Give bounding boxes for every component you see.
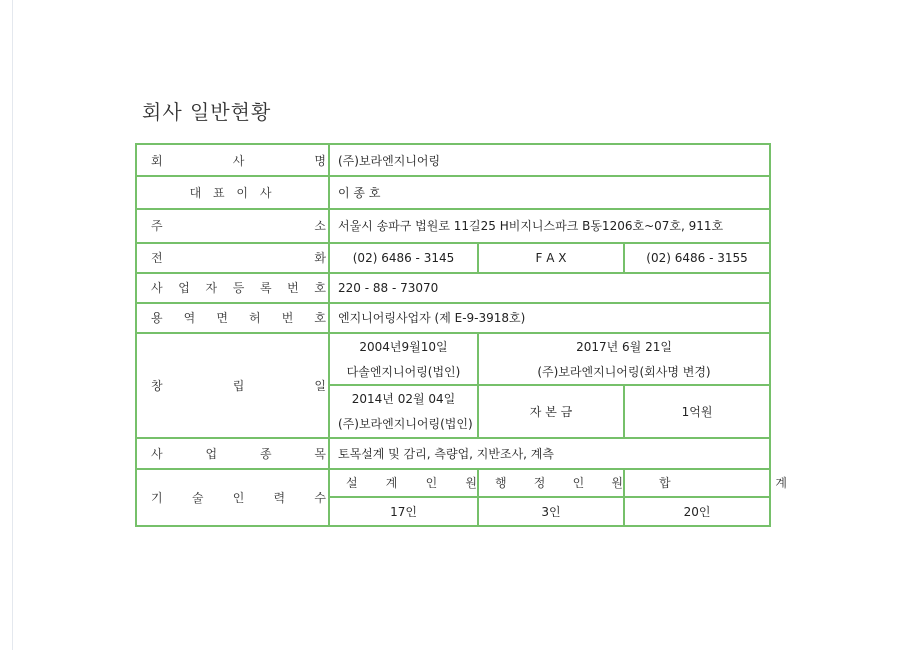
label-char: 사 [232, 153, 245, 168]
header-admin-staff [478, 469, 624, 497]
label-char: 호 [314, 281, 326, 296]
label-char: 계 [775, 476, 788, 491]
page-edge-line [12, 0, 13, 650]
header-total-staff [624, 469, 788, 497]
label-char: 창 [151, 378, 163, 393]
label-char: 행 [495, 476, 507, 491]
label-capital: 자 본 금 [478, 385, 624, 437]
label-char: 정 [533, 476, 546, 491]
label-char: 일 [314, 378, 326, 393]
label-business-reg [136, 273, 329, 303]
row-ceo [136, 176, 770, 209]
value-business-reg: 220 - 88 - 73070 [329, 273, 770, 303]
label-char: 인 [232, 490, 245, 505]
row-staff-header [136, 469, 770, 497]
value-company-name: (주)보라엔지니어링 [329, 144, 770, 176]
label-char: 회 [151, 153, 163, 168]
label-char: 사 [151, 281, 163, 296]
value-ceo: 이 종 호 [329, 176, 770, 209]
label-char: 수 [314, 490, 326, 505]
label-char: 인 [425, 476, 438, 491]
founding-corp-name: (주)보라엔지니어링(법인) [338, 416, 473, 431]
label-char: 종 [259, 446, 272, 461]
label-char: 소 [314, 219, 326, 234]
founding-corp-date: 2014년 02월 04일 [351, 391, 456, 406]
label-ceo: 대 표 이 사 [136, 176, 329, 209]
value-business-type: 토목설계 및 감리, 측량업, 지반조사, 계측 [329, 438, 770, 469]
founding-original-date: 2004년9월10일 [359, 339, 448, 354]
founding-rename-name: (주)보라엔지니어링(회사명 변경) [537, 364, 711, 379]
label-phone [136, 243, 329, 273]
label-char: 설 [346, 476, 358, 491]
label-char: 번 [287, 281, 299, 296]
label-char: 명 [314, 153, 326, 168]
label-char: 인 [572, 476, 585, 491]
company-info-table [135, 143, 788, 527]
label-char: 화 [314, 251, 326, 266]
row-founding-1 [136, 333, 770, 385]
label-service-license [136, 303, 329, 333]
row-service-license [136, 303, 770, 333]
label-char: 호 [314, 311, 326, 326]
label-char: 력 [273, 490, 286, 505]
label-fax: F A X [478, 243, 624, 273]
label-business-type [136, 438, 329, 469]
label-char: 주 [151, 219, 163, 234]
founding-original-name: 다솔엔지니어링(법인) [346, 364, 461, 379]
label-technical-staff [136, 469, 329, 526]
label-char: 목 [314, 446, 326, 461]
value-design-count: 17인 [329, 497, 478, 526]
label-char: 합 [659, 476, 671, 491]
value-service-license: 엔지니어링사업자 (제 E-9-3918호) [329, 303, 770, 333]
label-char: 원 [611, 476, 623, 491]
value-capital: 1억원 [624, 385, 770, 437]
label-char: 전 [151, 251, 163, 266]
label-char: 허 [249, 311, 261, 326]
label-char: 역 [183, 311, 196, 326]
label-char: 용 [151, 311, 163, 326]
label-company-name [136, 144, 329, 176]
document-title: 회사 일반현황 [142, 100, 272, 124]
label-founding [136, 333, 329, 438]
value-address: 서울시 송파구 법원로 11길25 H비지니스파크 B동1206호~07호, 911호 [329, 209, 770, 242]
label-char: 립 [232, 378, 245, 393]
value-fax: (02) 6486 - 3155 [624, 243, 770, 273]
row-address [136, 209, 770, 242]
label-char: 번 [281, 311, 294, 326]
label-char: 원 [465, 476, 477, 491]
founding-original-cell [329, 333, 478, 385]
label-char: 록 [259, 281, 272, 296]
label-char: 자 [205, 281, 218, 296]
label-char: 업 [205, 446, 218, 461]
row-phone [136, 243, 770, 273]
label-char: 술 [191, 490, 204, 505]
header-design-staff [329, 469, 478, 497]
label-address [136, 209, 329, 242]
value-admin-count: 3인 [478, 497, 624, 526]
founding-corp-cell [329, 385, 478, 437]
label-char: 등 [232, 281, 245, 296]
value-total-count: 20인 [624, 497, 770, 526]
label-char: 계 [385, 476, 398, 491]
row-business-reg [136, 273, 770, 303]
founding-rename-date: 2017년 6월 21일 [576, 339, 672, 354]
label-char: 기 [151, 490, 163, 505]
founding-rename-cell [478, 333, 770, 385]
value-tel: (02) 6486 - 3145 [329, 243, 478, 273]
row-company-name [136, 144, 770, 176]
row-business-type [136, 438, 770, 469]
label-char: 면 [216, 311, 228, 326]
label-char: 사 [151, 446, 163, 461]
label-char: 업 [178, 281, 190, 296]
